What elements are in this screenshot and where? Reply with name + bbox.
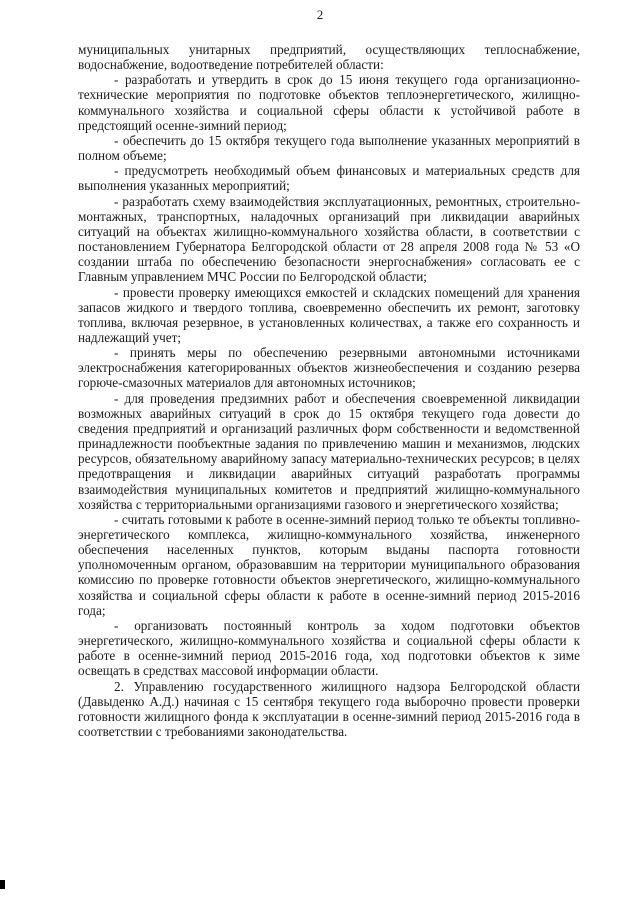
paragraph-item-funding: - предусмотреть необходимый объем финансовых и материальных средств для выполнения указанных мероприятий; [78,163,580,194]
paragraph-item-control: - организовать постоянный контроль за ходом подготовки объектов энергетического, жилищно-коммунального хозяйства и социальной сферы области к работе в осенне-зимний период 2015-2016 года, ход подготовки объектов к зиме освещать в средствах массовой информации области. [78,617,580,679]
document-body [78,42,580,739]
scan-edge-mark [0,880,5,889]
paragraph-section-2: 2. Управлению государственного жилищного надзора Белгородской области (Давыденко А.Д.) начиная с 15 сентября текущего года выборочно провести проверки готовности жилищного фонда к эксплуатации в осенне-зимний период 2015-2016 года в соответствии с требованиями законодательства. [78,678,580,740]
page-number: 2 [316,7,324,22]
paragraph-item-deadline: - обеспечить до 15 октября текущего года выполнение указанных мероприятий в полном объеме; [78,132,580,164]
paragraph-item-readiness-passports: - считать готовыми к работе в осенне-зимний период только те объекты топливно-энергетического комплекса, жилищно-коммунального хозяйства, инженерного обеспечения населенных пунктов, которым выданы паспорта готовности уполномоченным органом, образовавшим на территории муниципального образования комиссию по проверке готовности объектов энергетического, жилищно-коммунального хозяйства и социальной сферы области к работе в осенне-зимний период 2015-2016 года; [78,511,580,618]
paragraph-item-interaction-scheme: - разработать схему взаимодействия эксплуатационных, ремонтных, строительно-монтажных, транспортных, наладочных организаций при ликвидации аварийных ситуаций на объектах жилищно-коммунального хозяйства области, в соответствии с постановлением Губернатора Белгородской области от 28 апреля 2008 года № 53 «О создании штаба по обеспечению безопасности энергоснабжения» согласовать ее с Главным управлением МЧС России по Белгородской области; [78,193,580,285]
paragraph-item-backup-power: - принять меры по обеспечению резервными автономными источниками электроснабжения категорированных объектов жизнеобеспечения и созданию резерва горюче-смазочных материалов для автономных источников; [78,345,580,391]
paragraph-item-fuel-storage: - провести проверку имеющихся емкостей и складских помещений для хранения запасов жидкого и твердого топлива, своевременно обеспечить их ремонт, заготовку топлива, включая резервное, в установленных количествах, а также его сохранность и надлежащий учет; [78,284,580,345]
paragraph-item-plan: - разработать и утвердить в срок до 15 июня текущего года организационно-технические мероприятия по подготовке объектов теплоэнергетического, жилищно-коммунального хозяйства и социальной сферы области к устойчивой работе в предстоящий осенне-зимний период; [78,72,580,133]
paragraph-item-emergency-prep: - для проведения предзимних работ и обеспечения своевременной ликвидации возможных аварийных ситуаций в срок до 15 октября текущего года довести до сведения предприятий и организаций различных форм собственности и ведомственной принадлежности пообъектные задания по привлечению машин и механизмов, людских ресурсов, обязательному аварийному запасу материально-технических ресурсов; в целях предотвращения и ликвидации аварийных ситуаций разработать программы взаимодействия муниципальных комитетов и предприятий жилищно-коммунального хозяйства с территориальными организациями газового и энергетического хозяйства; [78,390,580,512]
paragraph-continuation: муниципальных унитарных предприятий, осуществляющих теплоснабжение, водоснабжение, водоотведение потребителей области: [78,42,580,73]
